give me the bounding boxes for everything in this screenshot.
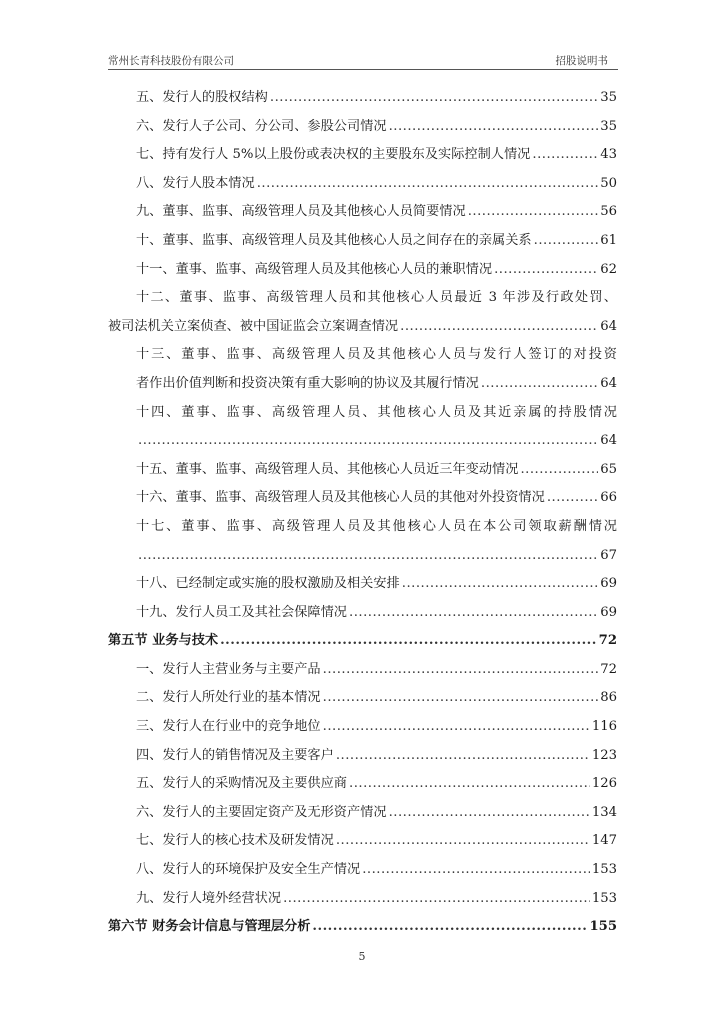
toc-section[interactable] <box>108 627 617 656</box>
toc-entry-line1[interactable] <box>136 399 617 428</box>
toc-entry-title: 五、发行人的采购情况及主要供应商 <box>136 776 347 792</box>
toc-entry-title: 十七、董事、监事、高级管理人员及其他核心人员在本公司领取薪酬情况 <box>136 518 617 534</box>
toc-row <box>108 684 617 713</box>
toc-entry-title: 六、发行人的主要固定资产及无形资产情况 <box>136 804 387 820</box>
dot-leader <box>323 684 599 713</box>
dot-leader <box>400 313 598 342</box>
toc-entry[interactable] <box>136 742 617 771</box>
dot-leader <box>336 742 590 771</box>
toc-row <box>108 627 617 656</box>
dot-leader <box>534 227 599 256</box>
toc-section-page: 72 <box>598 633 617 649</box>
company-name: 常州长青科技股份有限公司 <box>108 55 234 67</box>
toc-entry-page: 147 <box>591 833 617 849</box>
toc-row <box>108 456 617 485</box>
dot-leader <box>389 113 599 142</box>
toc-entry-title: 十四、董事、监事、高级管理人员、其他核心人员及其近亲属的持股情况 <box>136 404 617 420</box>
toc-entry-title: 十五、董事、监事、高级管理人员、其他核心人员近三年变动情况 <box>136 461 519 477</box>
toc-row <box>108 599 617 628</box>
toc-entry-title: 三、发行人在行业中的竞争地位 <box>136 719 321 735</box>
toc-section-title: 第六节 财务会计信息与管理层分析 <box>108 919 311 935</box>
toc-entry-page: 153 <box>591 862 617 878</box>
toc-entry[interactable] <box>136 113 617 142</box>
dot-leader <box>220 627 597 656</box>
toc-entry-page: 72 <box>600 661 617 677</box>
toc-entry-title-cont: 被司法机关立案侦查、被中国证监会立案调查情况 <box>108 318 399 334</box>
dot-leader <box>547 484 598 513</box>
toc-entry-page: 126 <box>591 776 617 792</box>
toc-entry-page: 64 <box>600 318 617 334</box>
dot-leader <box>312 913 587 942</box>
toc-entry-title: 八、发行人股本情况 <box>136 175 255 191</box>
toc-row <box>108 427 617 456</box>
toc-entry-page: 56 <box>600 204 617 220</box>
dot-leader <box>138 427 598 456</box>
toc-row <box>108 370 617 399</box>
dot-leader <box>532 141 598 170</box>
dot-leader <box>520 456 598 485</box>
toc-row <box>108 770 617 799</box>
dot-leader <box>481 370 598 399</box>
toc-entry-title: 八、发行人的环境保护及安全生产情况 <box>136 862 361 878</box>
toc-entry-line1[interactable] <box>136 284 617 313</box>
toc-entry-title: 六、发行人子公司、分公司、参股公司情况 <box>136 118 387 134</box>
toc-row <box>108 656 617 685</box>
toc-entry-page: 35 <box>600 90 617 105</box>
document-type: 招股说明书 <box>555 55 608 67</box>
toc-entry-title: 七、持有发行人 5%以上股份或表决权的主要股东及实际控制人情况 <box>136 147 531 163</box>
toc-entry[interactable] <box>136 684 617 713</box>
toc-entry[interactable] <box>136 713 617 742</box>
toc-entry-page: 123 <box>591 747 617 763</box>
toc-entry-title: 十二、董事、监事、高级管理人员和其他核心人员最近 3 年涉及行政处罚、 <box>136 290 617 306</box>
toc-section[interactable] <box>108 913 617 942</box>
dot-leader <box>494 256 598 285</box>
toc-entry-title: 四、发行人的销售情况及主要客户 <box>136 747 334 763</box>
toc-entry[interactable] <box>136 885 617 914</box>
toc-entry-page: 65 <box>600 461 617 477</box>
toc-row <box>108 399 617 428</box>
dot-leader <box>270 84 598 113</box>
dot-leader <box>402 570 598 599</box>
toc-entry-page: 86 <box>600 690 617 706</box>
toc-entry[interactable] <box>136 141 617 170</box>
toc-entry-title: 五、发行人的股权结构 <box>136 90 268 105</box>
page-number: 5 <box>358 950 366 963</box>
toc-row <box>108 198 617 227</box>
toc-entry-page: 116 <box>591 719 617 735</box>
toc-entry[interactable] <box>136 656 617 685</box>
toc-entry[interactable] <box>136 856 617 885</box>
toc-row <box>108 284 617 313</box>
toc-entry[interactable] <box>136 198 617 227</box>
toc-entry-title: 十八、已经制定或实施的股权激励及相关安排 <box>136 576 400 592</box>
toc-entry-title: 十九、发行人员工及其社会保障情况 <box>136 604 347 620</box>
toc-entry[interactable] <box>136 799 617 828</box>
toc-entry-title: 十六、董事、监事、高级管理人员及其他核心人员的其他对外投资情况 <box>136 490 545 506</box>
toc-section-title: 第五节 业务与技术 <box>108 633 219 649</box>
dot-leader <box>257 170 599 199</box>
toc-entry[interactable] <box>136 84 617 113</box>
toc-row <box>108 542 617 571</box>
toc-entry-title: 二、发行人所处行业的基本情况 <box>136 690 321 706</box>
toc-row <box>108 341 617 370</box>
toc-entry-title: 九、发行人境外经营状况 <box>136 890 282 906</box>
dot-leader <box>468 198 599 227</box>
dot-leader <box>323 713 590 742</box>
toc-row <box>108 885 617 914</box>
toc-entry-page: 43 <box>600 147 617 163</box>
dot-leader <box>138 542 598 571</box>
dot-leader <box>362 856 590 885</box>
toc-entry-line2[interactable] <box>108 313 617 342</box>
toc-row <box>108 256 617 285</box>
page-header <box>108 47 618 70</box>
toc-entry-title-cont: 者作出价值判断和投资决策有重大影响的协议及其履行情况 <box>136 375 479 391</box>
toc-row <box>108 113 617 142</box>
toc-entry-page: 64 <box>600 375 617 391</box>
dot-leader <box>283 885 590 914</box>
toc-entry-page: 64 <box>600 433 617 449</box>
toc-row <box>108 313 617 342</box>
toc-entry-line1[interactable] <box>136 513 617 542</box>
dot-leader <box>349 599 598 628</box>
toc-entry-page: 61 <box>600 232 617 248</box>
toc-entry-line2[interactable] <box>136 370 617 399</box>
dot-leader <box>389 799 590 828</box>
toc-entry[interactable] <box>136 170 617 199</box>
toc-entry[interactable] <box>136 227 617 256</box>
toc-entry-line2[interactable] <box>136 542 617 571</box>
toc-entry-title: 十三、董事、监事、高级管理人员及其他核心人员与发行人签订的对投资 <box>136 347 617 363</box>
toc-row <box>108 570 617 599</box>
toc-entry-title: 一、发行人主营业务与主要产品 <box>136 661 321 677</box>
toc-row <box>108 141 617 170</box>
toc-row <box>108 913 617 942</box>
toc-entry-title: 九、董事、监事、高级管理人员及其他核心人员简要情况 <box>136 204 466 220</box>
toc-row <box>108 827 617 856</box>
toc-entry-page: 134 <box>591 804 617 820</box>
toc-row <box>108 856 617 885</box>
toc-entry[interactable] <box>136 456 617 485</box>
toc-entry[interactable] <box>136 770 617 799</box>
toc-entry-line1[interactable] <box>136 341 617 370</box>
toc-entry-title: 十、董事、监事、高级管理人员及其他核心人员之间存在的亲属关系 <box>136 232 532 248</box>
table-of-contents <box>108 84 617 942</box>
toc-entry-page: 67 <box>600 547 617 563</box>
dot-leader <box>323 656 599 685</box>
dot-leader <box>349 770 590 799</box>
toc-row <box>108 170 617 199</box>
toc-entry-page: 69 <box>600 604 617 620</box>
toc-row <box>108 513 617 542</box>
toc-entry-page: 35 <box>600 118 617 134</box>
toc-entry[interactable] <box>136 599 617 628</box>
toc-entry-page: 50 <box>600 175 617 191</box>
toc-entry-line2[interactable] <box>136 427 617 456</box>
toc-row <box>108 713 617 742</box>
toc-entry-title: 十一、董事、监事、高级管理人员及其他核心人员的兼职情况 <box>136 261 493 277</box>
toc-row <box>108 84 617 113</box>
toc-section-page: 155 <box>589 919 617 935</box>
toc-entry-title: 七、发行人的核心技术及研发情况 <box>136 833 334 849</box>
toc-row <box>108 484 617 513</box>
toc-entry-page: 69 <box>600 576 617 592</box>
toc-row <box>108 227 617 256</box>
toc-entry[interactable] <box>136 827 617 856</box>
toc-entry[interactable] <box>136 570 617 599</box>
dot-leader <box>336 827 590 856</box>
toc-entry-page: 153 <box>591 890 617 906</box>
toc-entry[interactable] <box>136 484 617 513</box>
toc-entry[interactable] <box>136 256 617 285</box>
toc-row <box>108 742 617 771</box>
toc-row <box>108 799 617 828</box>
toc-entry-page: 66 <box>600 490 617 506</box>
toc-entry-page: 62 <box>600 261 617 277</box>
